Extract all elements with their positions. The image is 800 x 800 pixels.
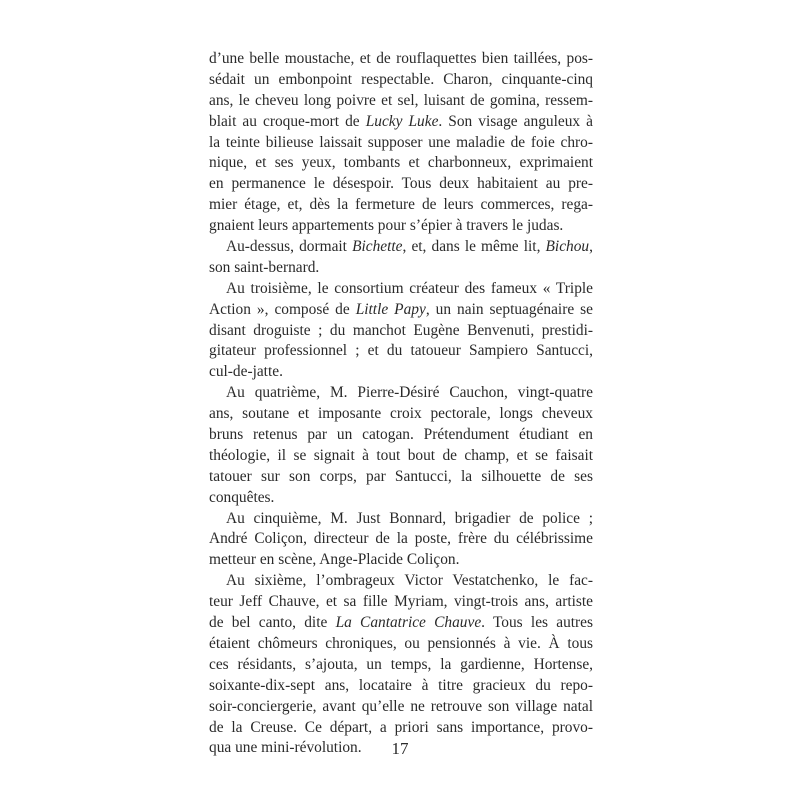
text-line: soixante-dix-sept ans, locataire à titre gracieux du repo- [209,676,593,694]
text-line: de la Creuse. Ce départ, a priori sans importance, provo- [209,718,593,736]
paragraph [209,509,593,572]
text-line: d’une belle moustache, et de rouflaquettes bien taillées, pos- [209,50,593,67]
italic-title: Bichette [352,238,403,256]
text-line: gitateur professionnel ; et du tatoueur Sampiero Santucci, [209,342,593,360]
italic-title: Little Papy [355,300,426,318]
text-line: disant droguiste ; du manchot Eugène Benvenuti, prestidi- [209,321,593,339]
text-line: Au quatrième, M. Pierre-Désiré Cauchon, vingt-quatre [226,384,593,402]
text-line: sédait un embonpoint respectable. Charon, cinquante-cinq [209,70,593,88]
text-line: André Coliçon, directeur de la poste, frère du célébrissime [209,530,593,548]
text-line: la teinte bilieuse laissait supposer une maladie de foie chro- [209,133,593,151]
text-line: Au sixième, l’ombrageux Victor Vestatchenko, le fac- [226,572,593,590]
text-line: ces résidants, s’ajouta, un temps, la gardienne, Hortense, [209,655,593,673]
text-line: cul-de-jatte. [209,363,283,381]
text-line: Au-dessus, dormait Bichette, et, dans le même lit, Bichou, [226,238,593,256]
text-line: tatouer sur son corps, par Santucci, la silhouette de ses [209,467,593,485]
text-line: de bel canto, dite La Cantatrice Chauve. Tous les autres [209,614,594,632]
text-line: qua une mini-révolution. [209,739,362,757]
body-text [209,49,593,759]
text-line: mier étage, et, dès la fermeture de leurs commerces, rega- [209,196,593,214]
text-line: ans, soutane et imposante croix pectorale, longs cheveux [209,405,593,423]
text-line: Au cinquième, M. Just Bonnard, brigadier de police ; [226,509,593,527]
paragraph [209,237,593,279]
text-line: conquêtes. [209,488,275,506]
text-line: bruns retenus par un catogan. Prétendument étudiant en [209,426,593,444]
page-number: 17 [391,739,409,758]
text-line: blait au croque-mort de Lucky Luke. Son visage anguleux à [209,112,593,130]
text-line: teur Jeff Chauve, et sa fille Myriam, vingt-trois ans, artiste [209,593,593,611]
text-line: gnaient leurs appartements pour s’épier à travers le judas. [209,217,564,235]
text-line: soir-conciergerie, avant qu’elle ne retrouve son village natal [209,697,593,715]
paragraph [209,279,593,383]
italic-title: La Cantatrice Chauve [335,614,482,632]
text-line: metteur en scène, Ange-Placide Coliçon. [209,551,460,569]
text-line: nique, et ses yeux, tombants et charbonneux, exprimaient [209,154,593,172]
text-line: son saint-bernard. [209,258,320,276]
text-line: étaient chômeurs chroniques, ou pensionnés à vie. À tous [209,634,593,652]
text-line: théologie, il se signait à tout bout de champ, et se faisait [209,446,593,464]
italic-title: Bichou [545,238,590,256]
paragraph [209,571,593,759]
paragraph [209,383,593,508]
text-line: ans, le cheveu long poivre et sel, luisant de gomina, ressem- [209,91,593,109]
text-line: Au troisième, le consortium créateur des fameux « Triple [226,279,593,297]
text-line: Action », composé de Little Papy, un nain septuagénaire se [209,300,593,318]
paragraph [209,49,593,237]
italic-title: Lucky Luke [365,112,439,130]
text-line: en permanence le désespoir. Tous deux habitaient au pre- [209,175,593,193]
